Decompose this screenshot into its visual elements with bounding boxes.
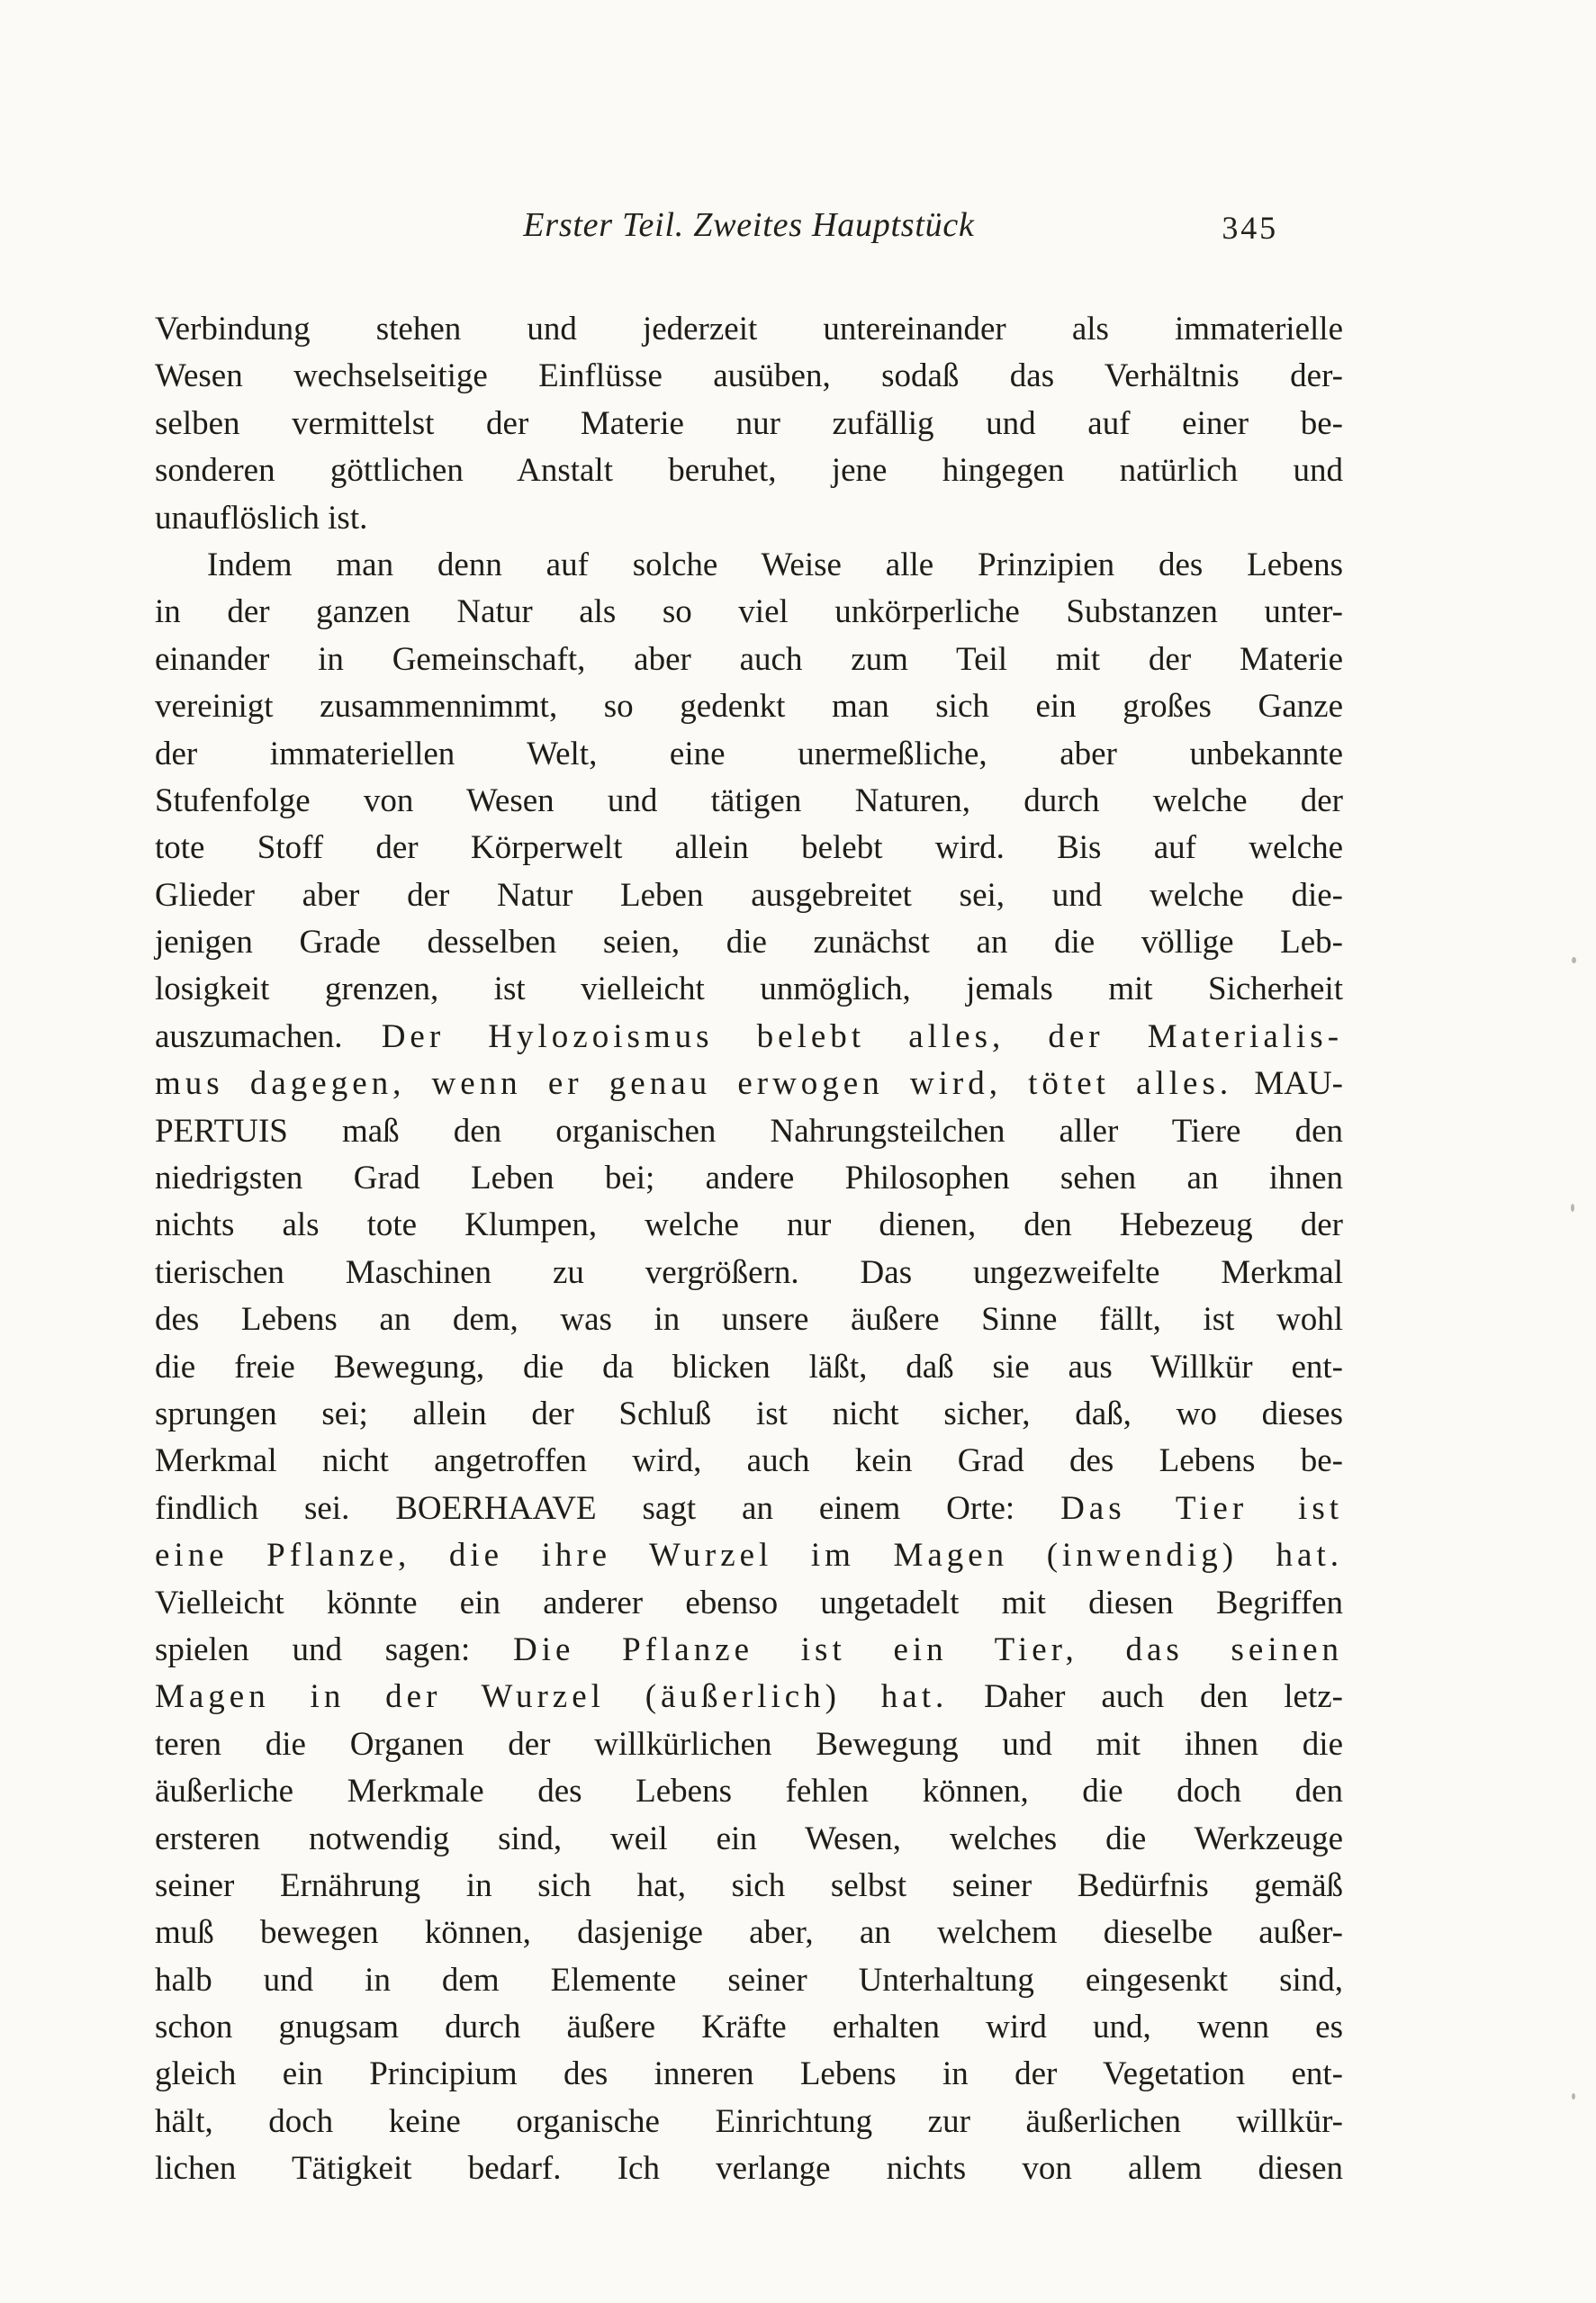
text-line (155, 1202, 1343, 1249)
text-block (155, 306, 1343, 2193)
text-line (155, 447, 1343, 494)
text-segment: teren die Organen der willkürlichen Bewegung und mit ihnen die (155, 1725, 1343, 1763)
text-segment: nichts als tote Klumpen, welche nur dienen, den Hebezeug der (155, 1206, 1343, 1244)
text-line (155, 683, 1343, 730)
text-segment: schon gnugsam durch äußere Kräfte erhalten wird und, wenn es (155, 2009, 1343, 2046)
text-segment: unauflöslich ist. (155, 499, 368, 537)
text-line (155, 825, 1343, 872)
text-line (155, 1957, 1343, 2004)
emphasized-text: Der Hylozoismus belebt alles, der Materialis- (381, 1017, 1344, 1055)
text-line (155, 1391, 1343, 1438)
text-segment: der immateriellen Welt, eine unermeßliche, aber unbekannte (155, 735, 1343, 772)
text-line (155, 1721, 1343, 1768)
text-segment: auszumachen. (155, 1017, 382, 1055)
scan-artifact (1572, 957, 1576, 963)
text-segment: jenigen Grade desselben seien, die zunächst an die völlige Leb- (155, 924, 1343, 962)
text-line (155, 637, 1343, 683)
text-segment: des Lebens an dem, was in unsere äußere Sinne fällt, ist wohl (155, 1301, 1343, 1339)
text-segment: sonderen göttlichen Anstalt beruhet, jene hingegen natürlich und (155, 452, 1343, 490)
emphasized-text: Magen in der Wurzel (äußerlich) hat. (155, 1678, 949, 1716)
page-number: 345 (1222, 210, 1278, 246)
text-line (155, 731, 1343, 778)
text-segment: ersteren notwendig sind, weil ein Wesen, welches die Werkzeuge (155, 1820, 1343, 1857)
text-segment: spielen und sagen: (155, 1630, 514, 1668)
text-line (155, 401, 1343, 447)
text-line (155, 966, 1343, 1013)
text-segment: selben vermittelst der Materie nur zufällig und auf einer be- (155, 404, 1343, 442)
text-line (155, 1768, 1343, 1815)
text-segment: gleich ein Principium des inneren Lebens in der Vegetation ent- (155, 2055, 1343, 2093)
text-line (155, 1674, 1343, 1720)
text-segment: Wesen wechselseitige Einflüsse ausüben, sodaß das Verhältnis der- (155, 357, 1343, 395)
text-segment: Merkmal nicht angetroffen wird, auch kein Grad des Lebens be- (155, 1442, 1343, 1480)
text-line (155, 1580, 1343, 1627)
text-line (155, 919, 1343, 966)
text-line (155, 1296, 1343, 1343)
text-line (155, 872, 1343, 919)
text-segment: Stufenfolge von Wesen und tätigen Naturen, durch welche der (155, 781, 1343, 819)
text-segment: findlich sei. BOERHAAVE sagt an einem Orte: (155, 1489, 1061, 1527)
text-segment: Verbindung stehen und jederzeit untereinander als immaterielle (155, 311, 1343, 348)
text-segment: Indem man denn auf solche Weise alle Prinzipien des Lebens (207, 546, 1343, 583)
text-line (155, 1344, 1343, 1391)
text-segment: tierischen Maschinen zu vergrößern. Das ungezweifelte Merkmal (155, 1253, 1343, 1291)
text-segment: die freie Bewegung, die da blicken läßt, daß sie aus Willkür ent- (155, 1348, 1343, 1386)
text-line (155, 1910, 1343, 1956)
text-line (155, 1863, 1343, 1910)
emphasized-text: eine Pflanze, die ihre Wurzel im Magen (inwendig) hat. (155, 1537, 1343, 1575)
text-line (155, 1486, 1343, 1532)
text-line (155, 1627, 1343, 1674)
text-line (155, 2051, 1343, 2098)
text-line (155, 495, 1343, 542)
text-line (155, 1061, 1343, 1107)
emphasized-text: Die Pflanze ist ein Tier, das seinen (513, 1630, 1343, 1668)
text-line (155, 2145, 1343, 2192)
text-segment: hält, doch keine organische Einrichtung zur äußerlichen willkür- (155, 2102, 1343, 2140)
text-segment: seiner Ernährung in sich hat, sich selbst seiner Bedürfnis gemäß (155, 1866, 1343, 1904)
text-line (155, 353, 1343, 400)
text-segment: in der ganzen Natur als so viel unkörperliche Substanzen unter- (155, 593, 1343, 631)
text-segment: lichen Tätigkeit bedarf. Ich verlange nichts von allem diesen (155, 2150, 1343, 2188)
text-segment: äußerliche Merkmale des Lebens fehlen können, die doch den (155, 1773, 1343, 1811)
text-line (155, 2004, 1343, 2051)
text-line (155, 2099, 1343, 2145)
text-segment: vereinigt zusammennimmt, so gedenkt man sich ein großes Ganze (155, 688, 1343, 726)
text-segment: Daher auch den letz- (948, 1678, 1343, 1716)
scan-artifact (1571, 1204, 1574, 1212)
text-segment: sprungen sei; allein der Schluß ist nicht sicher, daß, wo dieses (155, 1395, 1343, 1432)
text-line (155, 1532, 1343, 1579)
text-segment: PERTUIS maß den organischen Nahrungsteilchen aller Tiere den (155, 1112, 1343, 1150)
text-segment: muß bewegen können, dasjenige aber, an welchem dieselbe außer- (155, 1914, 1343, 1952)
text-line (155, 778, 1343, 825)
text-segment: tote Stoff der Körperwelt allein belebt wird. Bis auf welche (155, 829, 1343, 867)
text-line (155, 1155, 1343, 1202)
text-segment: niedrigsten Grad Leben bei; andere Philosophen sehen an ihnen (155, 1160, 1343, 1197)
text-segment: Vielleicht könnte ein anderer ebenso ungetadelt mit diesen Begriffen (155, 1584, 1343, 1621)
text-segment: MAU- (1232, 1065, 1343, 1103)
emphasized-text: mus dagegen, wenn er genau erwogen wird, tötet alles. (155, 1065, 1233, 1103)
text-line (155, 1438, 1343, 1485)
scan-artifact (1572, 2093, 1575, 2100)
text-line (155, 1816, 1343, 1863)
text-segment: Glieder aber der Natur Leben ausgebreitet sei, und welche die- (155, 876, 1343, 914)
text-segment: losigkeit grenzen, ist vielleicht unmöglich, jemals mit Sicherheit (155, 971, 1343, 1008)
text-line (155, 1108, 1343, 1155)
running-title: Erster Teil. Zweites Hauptstück (523, 206, 975, 244)
text-segment: halb und in dem Elemente seiner Unterhaltung eingesenkt sind, (155, 1961, 1343, 1999)
emphasized-text: Das Tier ist (1060, 1489, 1343, 1527)
page-header (155, 205, 1343, 254)
text-line (155, 1014, 1343, 1061)
text-line (155, 589, 1343, 636)
text-segment: einander in Gemeinschaft, aber auch zum Teil mit der Materie (155, 640, 1343, 678)
text-line (155, 542, 1343, 589)
text-line (155, 306, 1343, 353)
text-line (155, 1250, 1343, 1296)
